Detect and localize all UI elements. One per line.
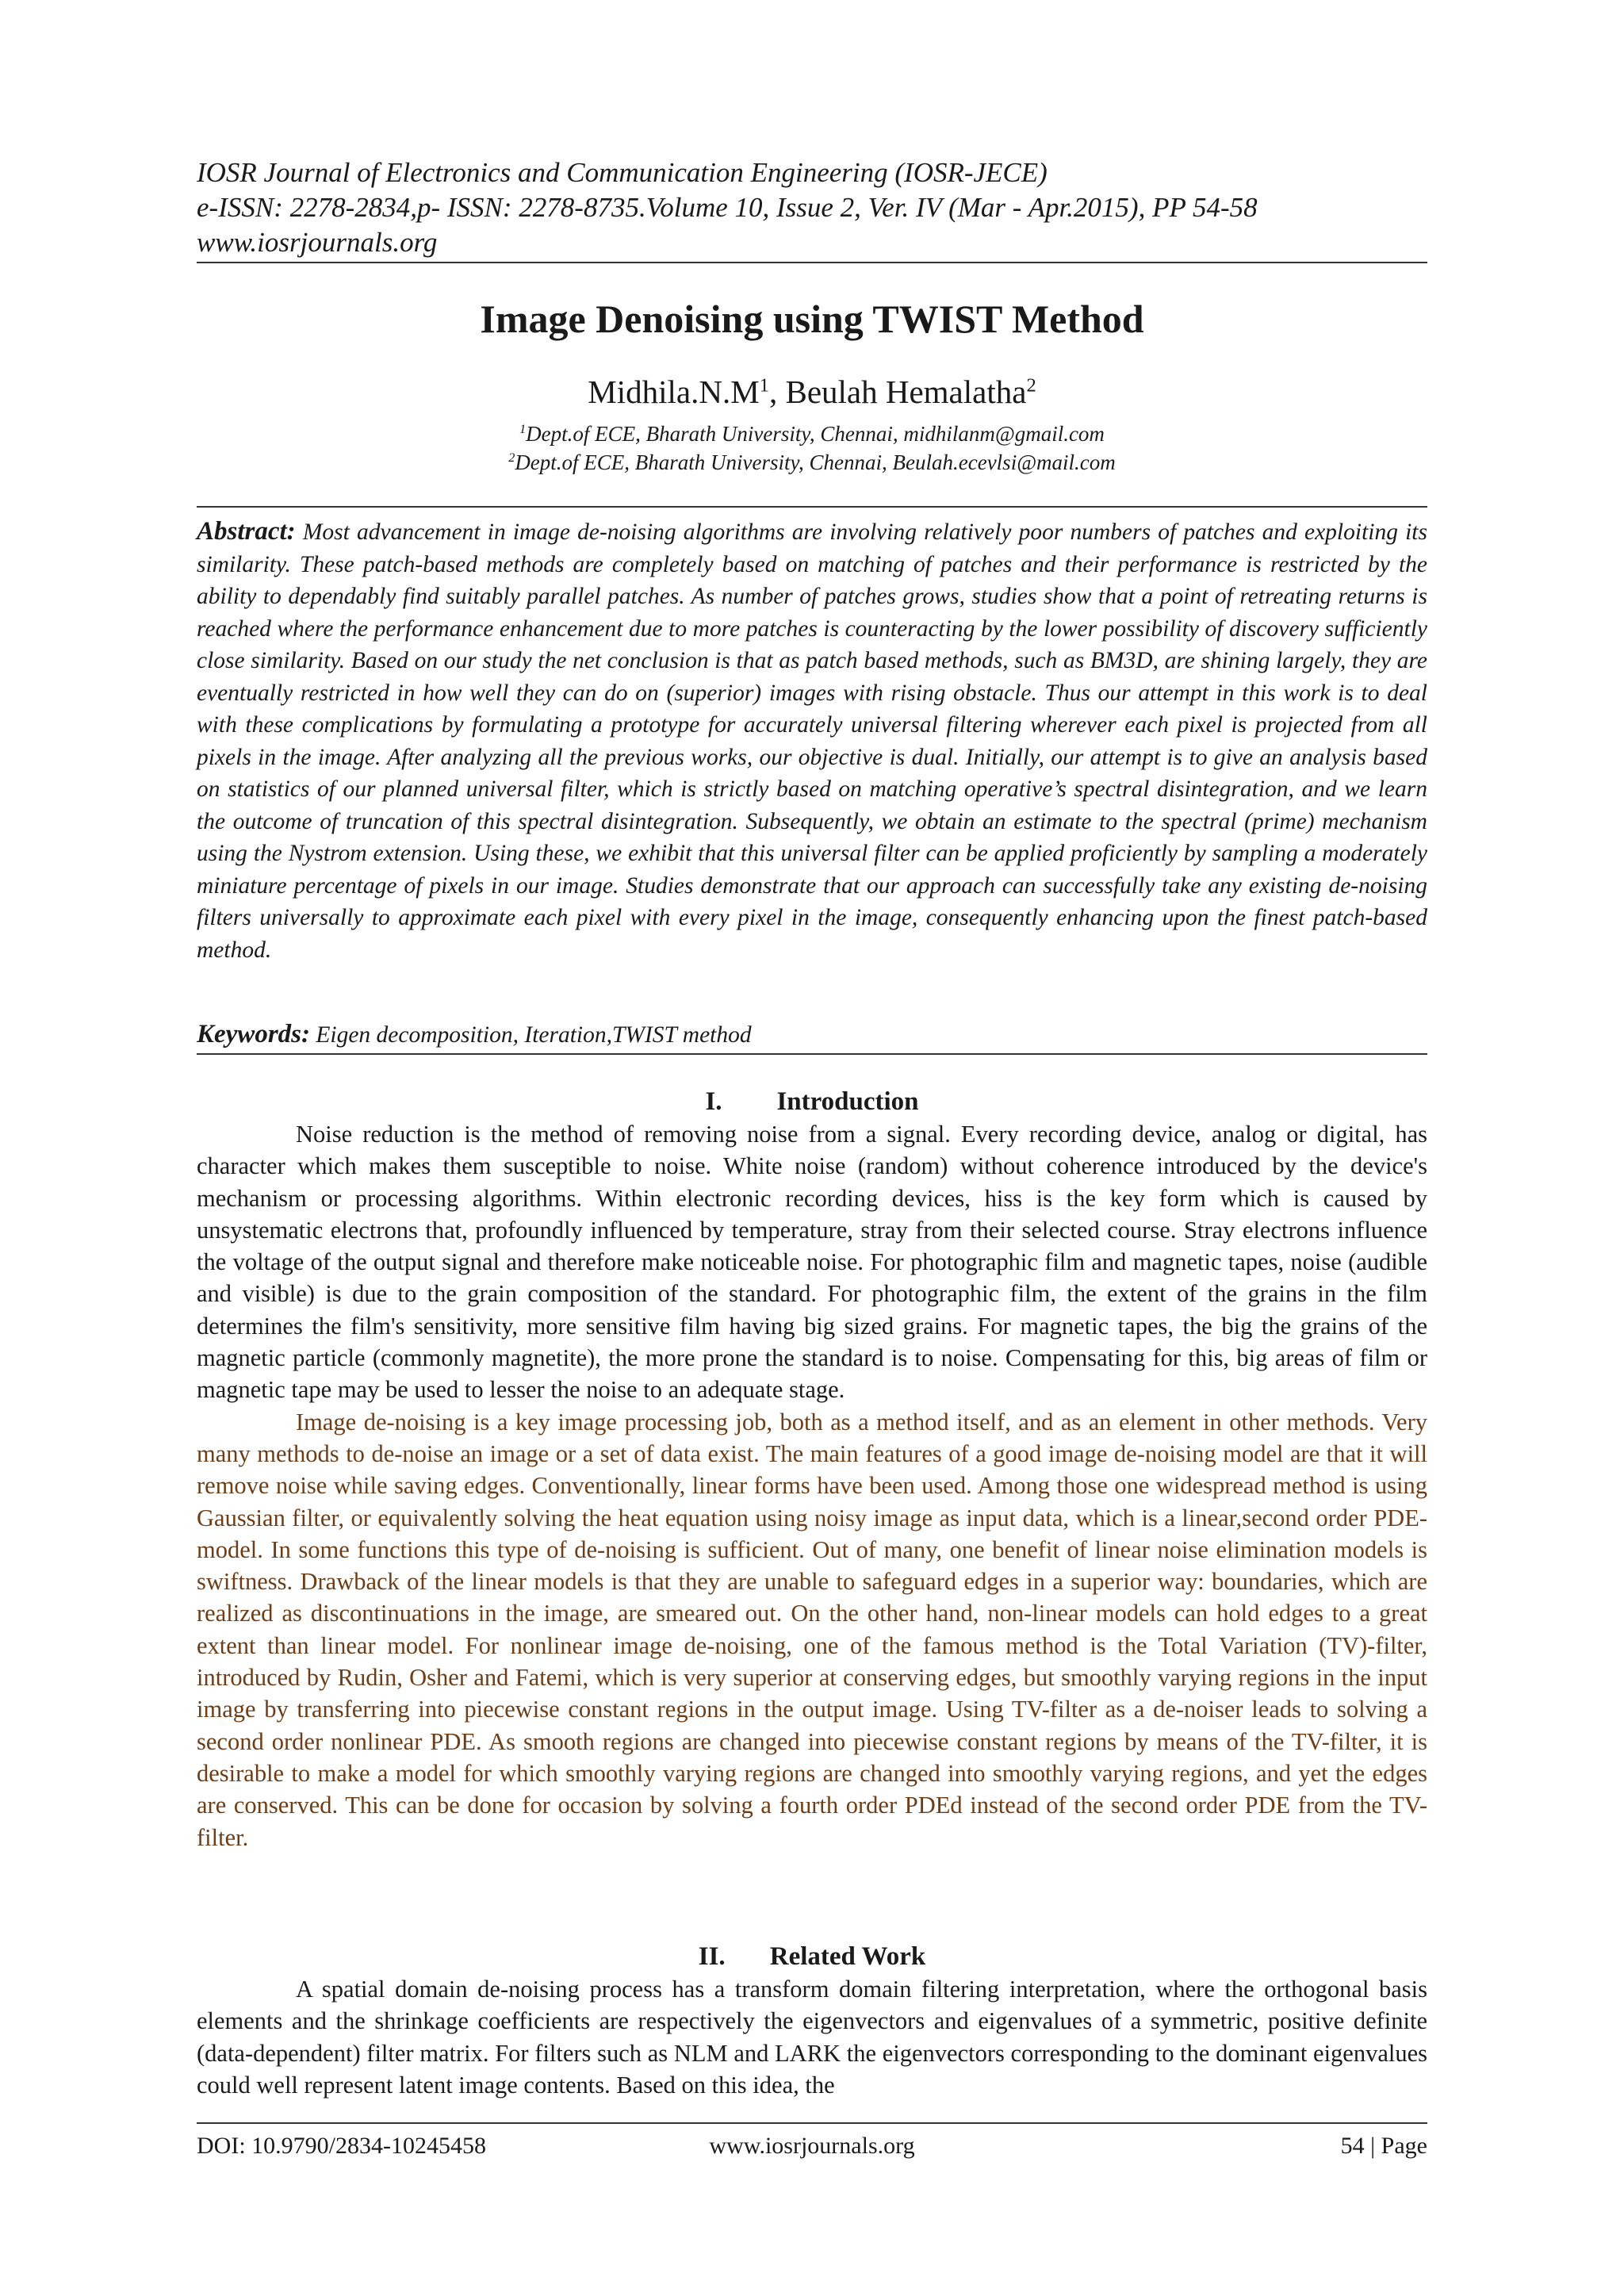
section-number: II. <box>698 1942 726 1971</box>
footer-rule <box>197 2122 1427 2124</box>
abstract <box>197 516 1427 966</box>
introduction-body <box>197 1118 1427 1853</box>
affiliation-text: Dept.of ECE, Bharath University, Chennai, midhilanm@gmail.com <box>526 422 1105 446</box>
affiliation-1 <box>197 420 1427 447</box>
journal-header <box>197 155 1427 260</box>
keywords-label: Keywords: <box>197 1020 310 1048</box>
author-affil-mark: 2 <box>1026 374 1036 397</box>
body-paragraph: Image de-noising is a key image processing job, both as a method itself, and as an element in other methods. Very many methods to de-noise an image or a set of data exist. The main features of a good image de-noising model are that it will remove noise while saving edges. Conventionally, linear forms have been used. Among those one widespread method is using Gaussian filter, or equivalently solving the heat equation using noisy image as input data, which is a linear,second order PDE-model. In some functions this type of de-noising is sufficient. Out of many, one benefit of linear noise elimination models is swiftness. Drawback of the linear models is that they are unable to safeguard edges in a superior way: boundaries, which are realized as discontinuations in the image, are smeared out. On the other hand, non-linear models can hold edges to a great extent than linear model. For nonlinear image de-noising, one of the famous method is the Total Variation (TV)-filter, introduced by Rudin, Osher and Fatemi, which is very superior at conserving edges, but smoothly varying regions in the input image by transferring into piecewise constant regions in the output image. Using TV-filter as a de-noiser leads to solving a second order nonlinear PDE. As smooth regions are changed into piecewise constant regions by means of the TV-filter, it is desirable to make a model for which smoothly varying regions are changed into smoothly varying regions, and yet the edges are conserved. This can be done for occasion by solving a fourth order PDEd instead of the second order PDE from the TV-filter. <box>197 1408 1427 1851</box>
author-separator: , <box>768 374 786 410</box>
journal-name: IOSR Journal of Electronics and Communication Engineering (IOSR-JECE) <box>197 157 1048 188</box>
keywords-text: Eigen decomposition, Iteration,TWIST method <box>316 1022 752 1048</box>
affiliation-mark: 2 <box>508 450 515 465</box>
affiliation-text: Dept.of ECE, Bharath University, Chennai, Beulah.ecevlsi@mail.com <box>515 450 1116 474</box>
abstract-text: Most advancement in image de-noising algorithms are involving relatively poor numbers of patches and exploiting its similarity. These patch-based methods are completely based on matching of patches and their performance is restricted by the ability to dependably find suitably parallel patches. As number of patches grows, studies show that a point of retreating returns is reached where the performance enhancement due to more patches is counteracting by the lower possibility of discovery sufficiently close similarity. Based on our study the net conclusion is that as patch based methods, such as BM3D, are shining largely, they are eventually restricted in how well they can do on (superior) images with rising obstacle. Thus our attempt in this work is to deal with these complications by formulating a prototype for accurately universal filtering wherever each pixel is projected from all pixels in the image. After analyzing all the previous works, our objective is dual. Initially, our attempt is to give an analysis based on statistics of our planned universal filter, which is strictly based on matching operative’s spectral disintegration, and we learn the outcome of truncation of this spectral disintegration. Subsequently, we obtain an estimate to the spectral (prime) mechanism using the Nystrom extension. Using these, we exhibit that this universal filter can be applied proficiently by sampling a moderately miniature percentage of pixels in our image. Studies demonstrate that our approach can successfully take any existing de-noising filters universally to approximate each pixel with every pixel in the image, consequently enhancing upon the finest patch-based method. <box>197 519 1427 963</box>
abstract-label: Abstract: <box>197 517 296 546</box>
body-paragraph: A spatial domain de-noising process has a transform domain filtering interpretation, where the orthogonal basis elements and the shrinkage coefficients are respectively the eigenvectors and eigenvalues of a symmetric, positive definite (data-dependent) filter matrix. For filters such as NLM and LARK the eigenvectors corresponding to the dominant eigenvalues could well represent latent image contents. Based on this idea, the <box>197 1976 1427 2099</box>
journal-issn: e-ISSN: 2278-2834,p- ISSN: 2278-8735.Volume 10, Issue 2, Ver. IV (Mar - Apr.2015), PP 54-58 <box>197 192 1258 223</box>
abstract-top-rule <box>197 506 1427 508</box>
section-heading <box>197 1940 1427 1973</box>
affiliation-mark: 1 <box>519 422 527 436</box>
footer-page-number: 54 | Page <box>1340 2133 1427 2159</box>
author-affil-mark: 1 <box>759 374 769 397</box>
authors-line <box>197 371 1427 412</box>
paper-title: Image Denoising using TWIST Method <box>480 297 1144 341</box>
body-paragraph: Noise reduction is the method of removing noise from a signal. Every recording device, analog or digital, has character which makes them susceptible to noise. White noise (random) without coherence introduced by the device's mechanism or processing algorithms. Within electronic recording devices, hiss is the key form which is caused by unsystematic electrons that, profoundly influenced by temperature, stray from their selected course. Stray electrons influence the voltage of the output signal and therefore make noticeable noise. For photographic film and magnetic tapes, noise (audible and visible) is due to the grain composition of the standard. For photographic film, the extent of the grains in the film determines the film's sensitivity, more sensitive film having big sized grains. For magnetic tapes, the big the grains of the magnetic particle (commonly magnetite), the more prone the standard is to noise. Compensating for this, big areas of film or magnetic tape may be used to lesser the noise to an adequate stage. <box>197 1121 1427 1404</box>
footer-doi: DOI: 10.9790/2834-10245458 <box>197 2133 486 2159</box>
header-rule <box>197 262 1427 263</box>
section-heading <box>197 1085 1427 1118</box>
keywords <box>197 1018 1427 1051</box>
section-title: Related Work <box>769 1942 926 1971</box>
keywords-rule <box>197 1053 1427 1055</box>
related-work-body <box>197 1973 1427 2101</box>
journal-website: www.iosrjournals.org <box>197 227 438 258</box>
section-title: Introduction <box>776 1087 919 1116</box>
footer-website: www.iosrjournals.org <box>709 2133 915 2159</box>
author-name: Beulah Hemalatha <box>785 374 1027 410</box>
author-name: Midhila.N.M <box>588 374 760 410</box>
section-number: I. <box>705 1087 722 1116</box>
affiliation-2 <box>197 449 1427 476</box>
